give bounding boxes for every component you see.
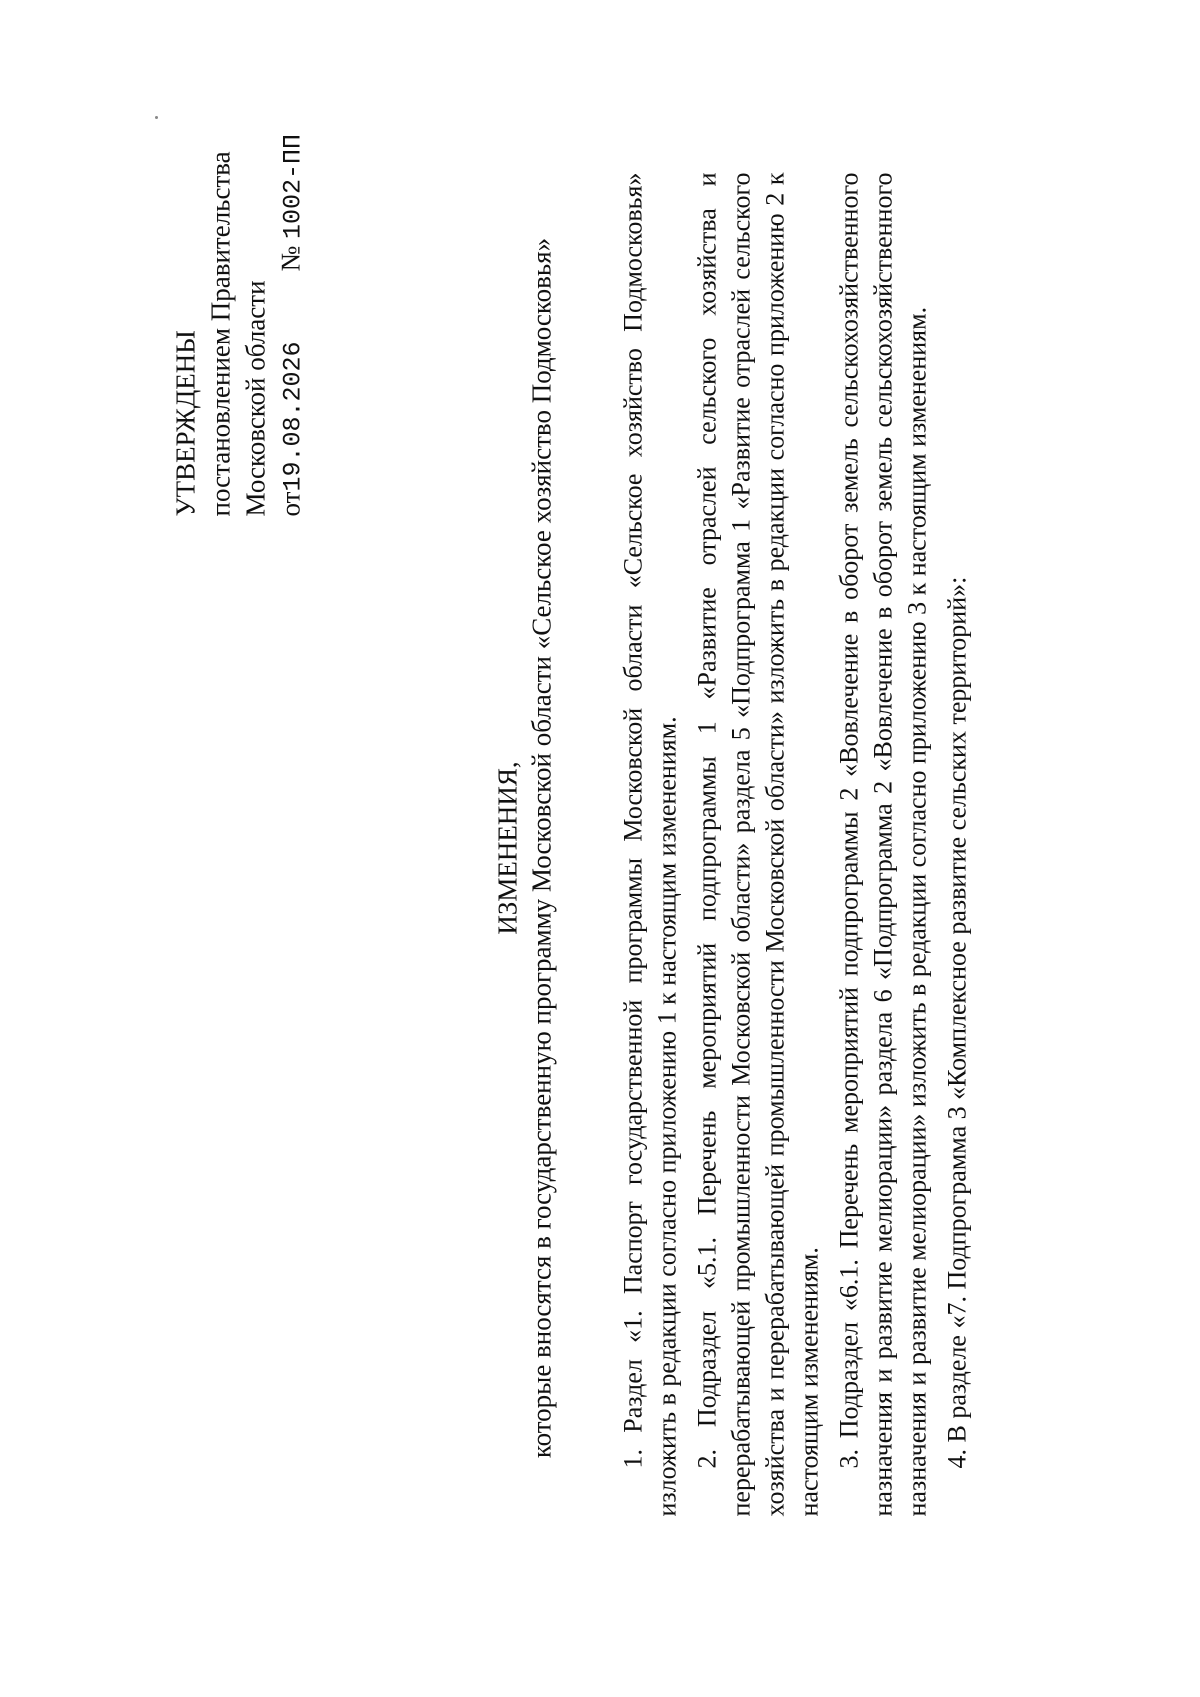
approval-date-line bbox=[274, 134, 311, 517]
document-subheading: которые вносятся в государственную программу Московской области «Сельское хозяйство Подмосковья» bbox=[526, 237, 557, 1459]
approval-date: 19.08.2026 bbox=[278, 341, 308, 492]
approval-region: Московской области bbox=[240, 280, 271, 517]
paragraph-1: 1. Раздел «1. Паспорт государственной программы Московской области «Сельское хозяйство Подмосковья» изложить в редакции согласно приложению 1 к настоящим изменениям. bbox=[618, 172, 682, 1517]
approval-issuer: постановлением Правительства bbox=[205, 151, 236, 517]
date-prefix: от bbox=[275, 491, 306, 517]
rotated-document-sheet bbox=[1, 0, 1200, 1697]
approval-stamp-block bbox=[169, 134, 311, 517]
number-prefix: № bbox=[275, 245, 306, 272]
paragraph-2: 2. Подраздел «5.1. Перечень мероприятий подпрограммы 1 «Развитие отраслей сельского хозяйства и перерабатывающей промышленности Московской области» раздела 5 «Подпрограмма 1 «Развитие отраслей сельского хозяйства и перерабатывающей промышленности Московской области» изложить в редакции согласно приложению 2 к настоящим изменениям. bbox=[692, 172, 824, 1517]
document-title-block bbox=[491, 0, 559, 1697]
document-heading: ИЗМЕНЕНИЯ, bbox=[492, 761, 523, 935]
document-body bbox=[617, 173, 981, 1517]
approval-title: УТВЕРЖДЕНЫ bbox=[170, 330, 201, 517]
approval-number: 1002-ПП bbox=[278, 133, 308, 239]
paragraph-3: 3. Подраздел «6.1. Перечень мероприятий подпрограммы 2 «Вовлечение в оборот земель сельскохозяйственного назначения и развитие мелиорации» раздела 6 «Подпрограмма 2 «Вовлечение в оборот земель сельскохозяйственного назначения и развитие мелиорации» изложить в редакции согласно приложению 3 к настоящим изменениям. bbox=[834, 172, 932, 1517]
paragraph-4: 4. В разделе «7. Подпрограмма 3 «Комплексное развитие сельских территорий»: bbox=[942, 576, 972, 1469]
